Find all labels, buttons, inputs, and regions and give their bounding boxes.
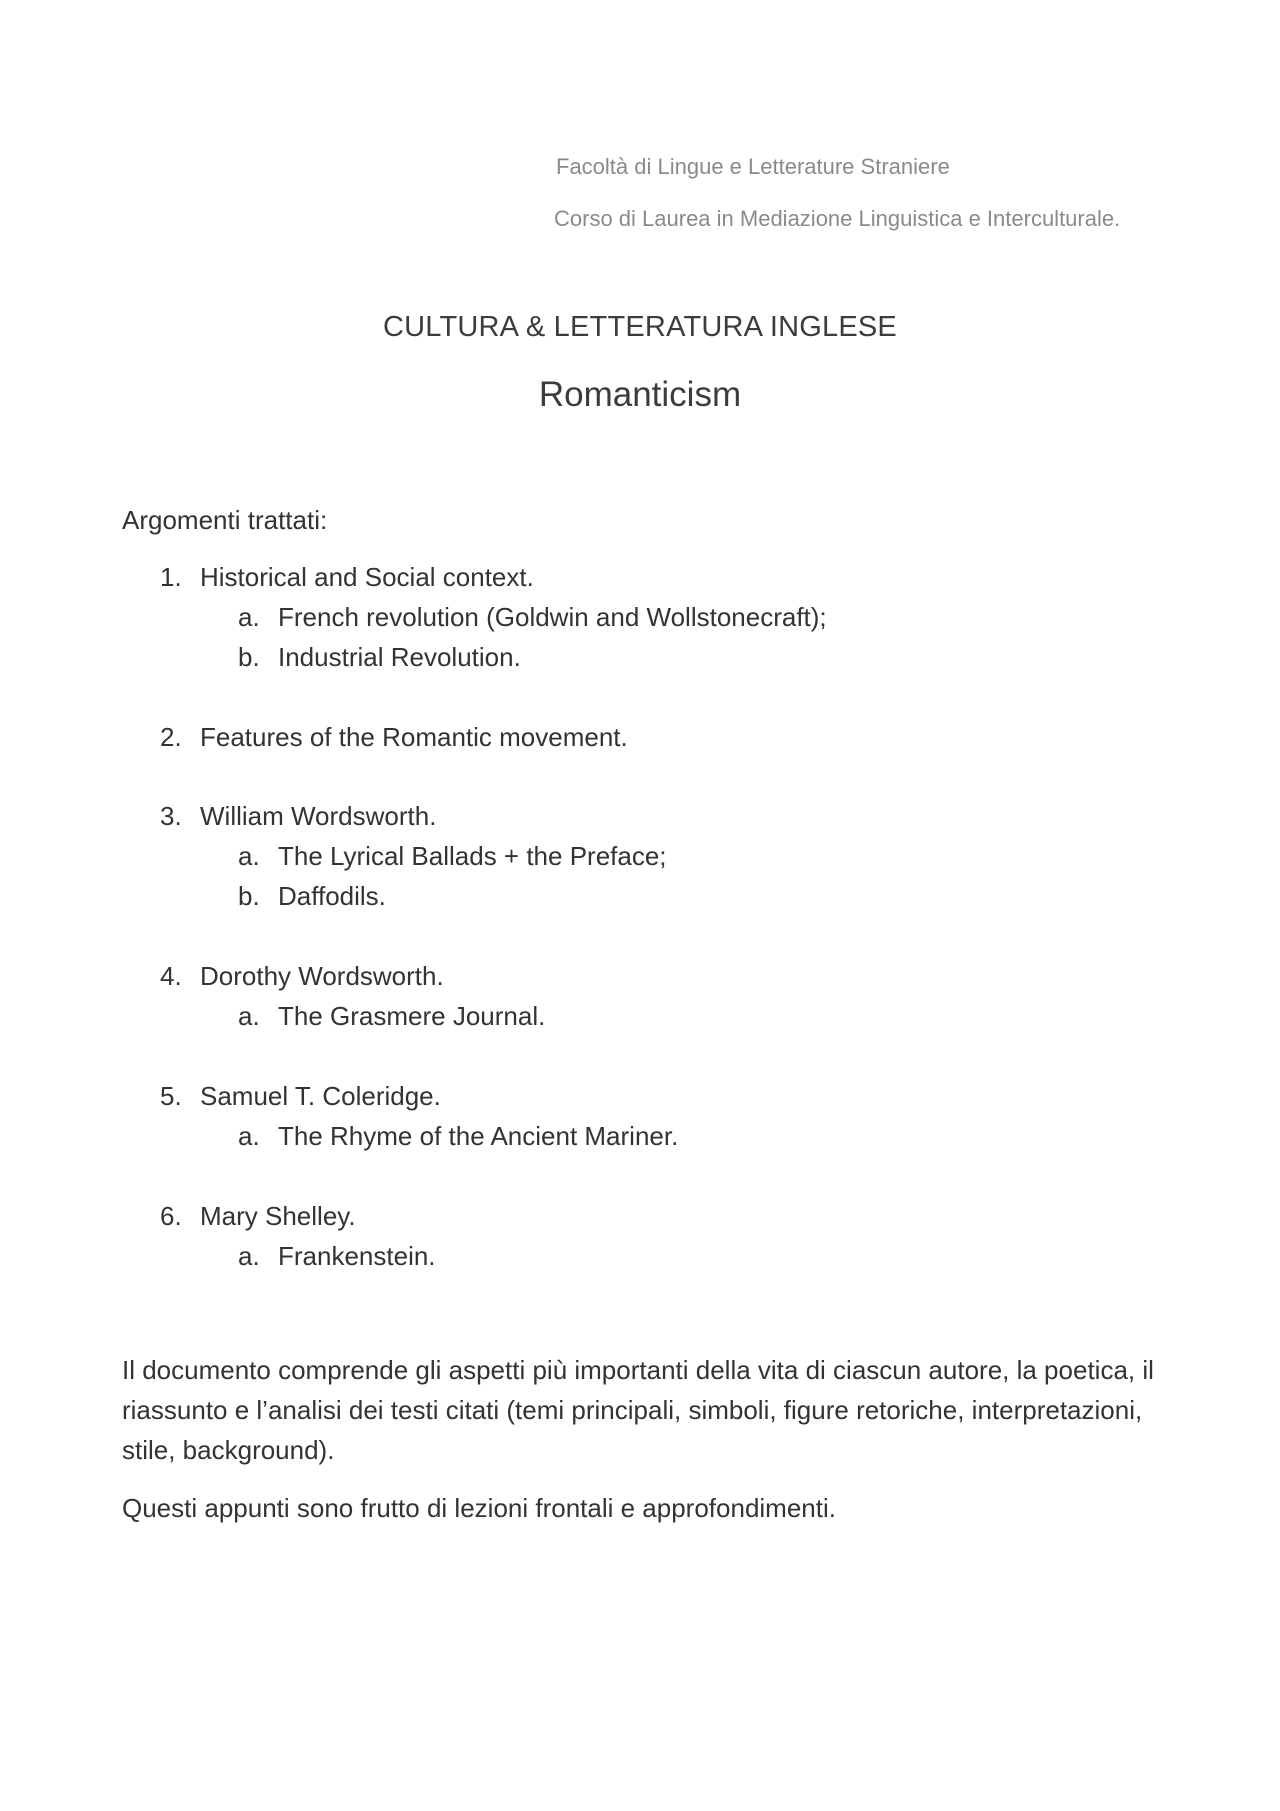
sub-list-item-letter: a. (238, 1121, 260, 1151)
course-header: Corso di Laurea in Mediazione Linguistica e Interculturale. (554, 206, 1121, 231)
sub-list-item-letter: a. (238, 1241, 260, 1271)
sub-list-item-letter: b. (238, 881, 260, 911)
list-item-number: 4. (160, 961, 182, 991)
note-paragraph: Questi appunti sono frutto di lezioni frontali e approfondimenti. (122, 1493, 836, 1523)
list-item-label: Features of the Romantic movement. (200, 722, 628, 752)
list-item-number: 1. (160, 562, 182, 592)
sub-list-item-letter: a. (238, 1001, 260, 1031)
summary-paragraph: Il documento comprende gli aspetti più importanti della vita di ciascun autore, la poetica, il riassunto e l’analisi dei testi citati (temi principali, simboli, figure retoriche, interpretazioni, stile, background). (122, 1355, 1154, 1465)
sub-list-item-letter: a. (238, 841, 260, 871)
sub-list-item-label: Frankenstein. (278, 1241, 436, 1271)
course-title: CULTURA & LETTERATURA INGLESE (383, 311, 897, 343)
list-item-label: Samuel T. Coleridge. (200, 1081, 441, 1111)
sub-list-item-label: French revolution (Goldwin and Wollstonecraft); (278, 602, 827, 632)
list-item-label: Mary Shelley. (200, 1201, 356, 1231)
list-item-label: Dorothy Wordsworth. (200, 961, 444, 991)
faculty-header: Facoltà di Lingue e Letterature Straniere (556, 154, 950, 179)
list-item-number: 6. (160, 1201, 182, 1231)
sub-list-item-letter: a. (238, 602, 260, 632)
topics-heading: Argomenti trattati: (122, 505, 328, 535)
list-item-label: Historical and Social context. (200, 562, 534, 592)
sub-list-item-label: The Rhyme of the Ancient Mariner. (278, 1121, 679, 1151)
topic-title: Romanticism (538, 375, 742, 414)
list-item-number: 2. (160, 722, 182, 752)
sub-list-item-label: The Grasmere Journal. (278, 1001, 546, 1031)
list-item-number: 5. (160, 1081, 182, 1111)
sub-list-item-label: Daffodils. (278, 881, 386, 911)
sub-list-item-letter: b. (238, 642, 260, 672)
sub-list-item-label: Industrial Revolution. (278, 642, 521, 672)
sub-list-item-label: The Lyrical Ballads + the Preface; (278, 841, 667, 871)
list-item-number: 3. (160, 801, 182, 831)
list-item-label: William Wordsworth. (200, 801, 437, 831)
